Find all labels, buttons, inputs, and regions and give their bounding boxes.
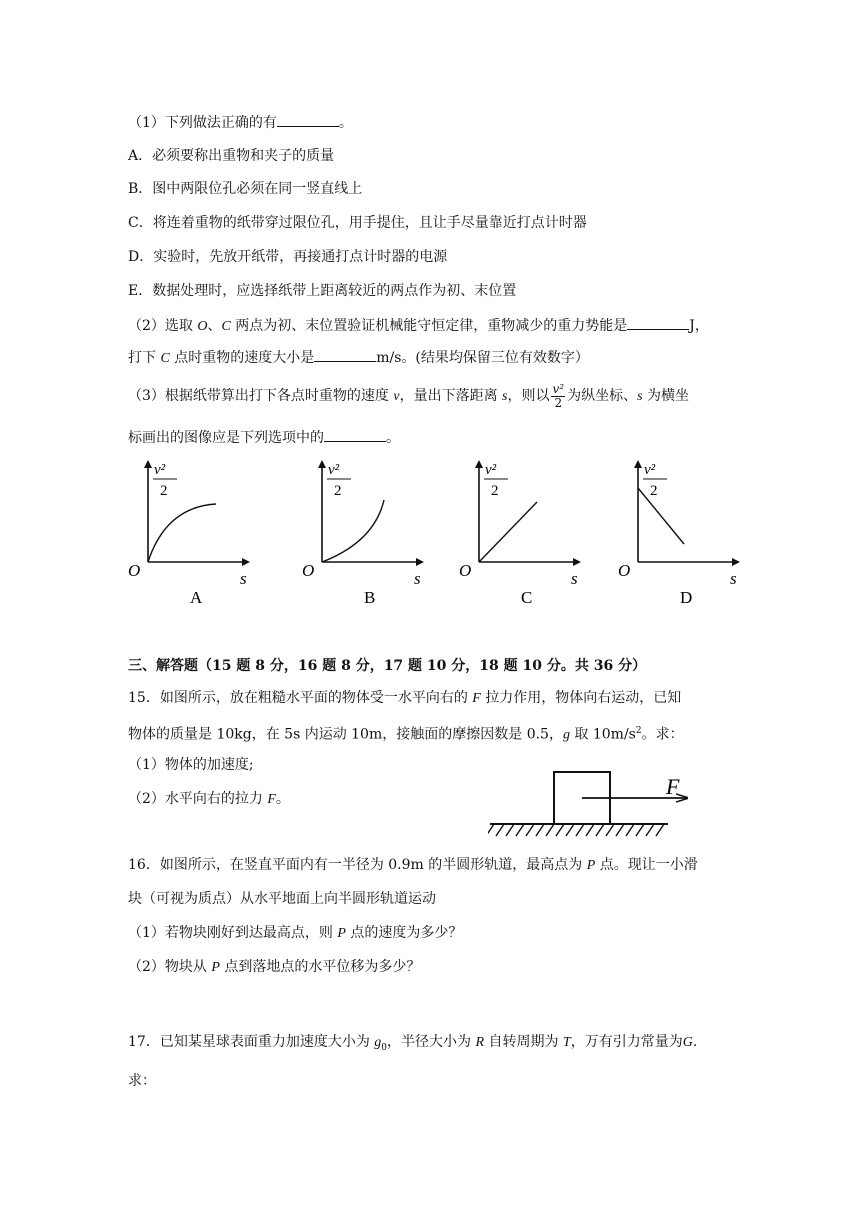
var-C: C <box>160 351 170 366</box>
text-run: 取 10m/s <box>569 726 636 743</box>
y-axis-label-denominator: 2 <box>491 483 499 499</box>
graph-curve <box>148 504 216 562</box>
graph-options-figure <box>0 455 860 615</box>
y-axis-label-numerator: v² <box>154 462 166 478</box>
graph-option-label: B <box>364 588 376 607</box>
text-run: 。 <box>275 791 290 807</box>
hatch-mark <box>576 824 584 836</box>
hatch-mark <box>546 824 554 836</box>
text-run: 打下 <box>128 350 161 366</box>
graph-option-b <box>302 462 422 607</box>
var-G: G <box>682 1035 693 1050</box>
text-run: 拉力作用，物体向右运动，已知 <box>480 690 682 706</box>
answer-blank <box>277 112 339 127</box>
var-R: R <box>475 1035 485 1050</box>
y-axis-label-denominator: 2 <box>160 483 168 499</box>
q16-line1 <box>128 855 698 876</box>
text-run: 、 <box>207 318 222 334</box>
y-axis-label-denominator: 2 <box>334 483 342 499</box>
option-c: C．将连着重物的纸带穿过限位孔，用手提住，且让手尽量靠近打点计时器 <box>128 215 587 231</box>
var-P: P <box>337 926 346 941</box>
text-run: 自转周期为 <box>484 1034 563 1050</box>
text-run: 。求： <box>641 726 684 743</box>
hatch-mark <box>536 824 544 836</box>
q14-part1-suffix: 。 <box>338 115 353 131</box>
q15-line1 <box>128 688 681 709</box>
var-g: g <box>562 727 570 743</box>
hatch-mark <box>626 824 634 836</box>
y-axis-label-denominator: 2 <box>650 483 658 499</box>
var-T: T <box>562 1035 571 1050</box>
subscript: 0 <box>381 1042 387 1053</box>
text-run: 两点为初、末位置验证机械能守恒定律，重物减少的重力势能是 <box>230 318 628 334</box>
graph-curve <box>322 500 384 562</box>
q16-line2: 块（可视为质点）从水平地面上向半圆形轨道运动 <box>128 891 436 907</box>
x-axis-label: s <box>730 569 737 588</box>
x-axis-label: s <box>571 569 578 588</box>
q16-sub2 <box>128 957 420 978</box>
q14-part3-line1 <box>128 378 689 415</box>
y-axis-label-numerator: v² <box>485 462 497 478</box>
q14-part1 <box>128 112 353 133</box>
graph-curve <box>479 502 537 562</box>
text-run: （2）水平向右的拉力 <box>128 791 268 807</box>
q17-line1 <box>128 1032 697 1058</box>
answer-blank <box>314 347 376 362</box>
var-P: P <box>211 960 220 975</box>
graph-option-label: C <box>521 588 533 607</box>
ground-hatching <box>488 824 664 836</box>
hatch-mark <box>596 824 604 836</box>
option-b: B．图中两限位孔必须在同一竖直线上 <box>128 181 363 197</box>
graph-option-d <box>618 462 738 607</box>
text-run: 点。现让一小滑 <box>595 857 698 873</box>
text-run: 点时重物的速度大小是 <box>169 350 315 366</box>
graph-option-label: D <box>680 588 693 607</box>
text-run: ，半径大小为 <box>387 1034 476 1050</box>
text-run: （2）物块从 <box>128 959 212 975</box>
q16-sub1 <box>128 923 462 944</box>
force-label: F <box>666 774 680 799</box>
origin-label: O <box>618 561 631 580</box>
x-axis-label: s <box>240 569 247 588</box>
var-s: s <box>502 389 508 404</box>
hatch-mark <box>636 824 644 836</box>
text-run: 15．如图所示，放在粗糙水平面的物体受一水平向右的 <box>128 690 473 706</box>
text-run: 17．已知某星球表面重力加速度大小为 <box>128 1034 375 1050</box>
hatch-mark <box>488 824 494 836</box>
var-P: P <box>586 858 596 873</box>
fraction-v2-over-2 <box>551 383 565 410</box>
origin-label: O <box>302 561 315 580</box>
graph-option-label: A <box>190 588 203 607</box>
text-run: ，则以 <box>507 388 550 404</box>
hatch-mark <box>566 824 574 836</box>
option-d: D．实验时，先放开纸带，再接通打点计时器的电源 <box>128 249 448 265</box>
text-run: 标画出的图像应是下列选项中的 <box>128 430 324 446</box>
option-e: E．数据处理时，应选择纸带上距离较近的两点作为初、末位置 <box>128 283 517 299</box>
y-axis-label-numerator: v² <box>644 462 656 478</box>
text-run: . <box>692 1034 698 1050</box>
q17-line2: 求： <box>128 1073 156 1089</box>
origin-label: O <box>128 561 141 580</box>
hatch-mark <box>526 824 534 836</box>
fraction-numerator: v² <box>552 381 565 396</box>
hatch-mark <box>516 824 524 836</box>
var-F: F <box>267 792 276 807</box>
text-run: 点到落地点的水平位移为多少？ <box>219 959 421 975</box>
unit-text: J， <box>689 318 709 334</box>
text-run: 物体的质量是 10kg，在 5s 内运动 10m，接触面的摩擦因数是 0.5， <box>128 726 563 743</box>
var-O: O <box>197 319 208 334</box>
hatch-mark <box>586 824 594 836</box>
text-run: 点的速度为多少？ <box>345 925 463 941</box>
q14-part2-line1 <box>128 315 709 337</box>
q14-part1-text: （1）下列做法正确的有 <box>128 115 277 131</box>
x-axis-label: s <box>414 569 421 588</box>
fraction-denominator: 2 <box>554 395 563 410</box>
hatch-mark <box>616 824 624 836</box>
origin-label: O <box>459 561 472 580</box>
option-a: A．必须要称出重物和夹子的质量 <box>128 148 335 164</box>
hatch-mark <box>656 824 664 836</box>
var-s: s <box>637 389 643 404</box>
superscript: 2 <box>635 726 642 736</box>
text-run: 。 <box>386 430 400 446</box>
graph-option-a <box>128 462 248 607</box>
hatch-mark <box>556 824 564 836</box>
text-run: 16．如图所示，在竖直平面内有一半径为 0.9m 的半圆形轨道，最高点为 <box>128 857 587 873</box>
answer-blank <box>627 315 689 330</box>
text-run: ，量出下落距离 <box>399 388 503 404</box>
hatch-mark <box>496 824 504 836</box>
text-run: 为横坐 <box>642 388 689 404</box>
q15-sub1: （1）物体的加速度; <box>128 757 254 773</box>
var-v: v <box>393 389 400 404</box>
var-g: g <box>374 1035 382 1050</box>
var-C: C <box>221 319 231 334</box>
block-force-figure <box>488 766 688 841</box>
unit-text: m/s。(结果均保留三位有效数字） <box>376 350 589 366</box>
text-run: （2）选取 <box>128 318 198 334</box>
graph-curve <box>638 488 684 544</box>
section3-heading: 三、解答题（15 题 8 分，16 题 8 分，17 题 10 分，18 题 10 分。共 36 分） <box>128 658 647 674</box>
text-run: （1）若物块刚好到达最高点，则 <box>128 925 338 941</box>
q14-part2-line2 <box>128 347 589 369</box>
graph-option-c <box>459 462 579 607</box>
q15-line2 <box>128 721 684 746</box>
y-axis-label-numerator: v² <box>328 462 340 478</box>
hatch-mark <box>646 824 654 836</box>
text-run: ，万有引力常量为 <box>570 1034 683 1050</box>
hatch-mark <box>606 824 614 836</box>
q15-sub2 <box>128 789 290 810</box>
hatch-mark <box>506 824 514 836</box>
answer-blank <box>324 427 386 442</box>
q14-part3-line2 <box>128 427 400 448</box>
text-run: （3）根据纸带算出打下各点时重物的速度 <box>128 388 394 404</box>
var-F: F <box>472 691 481 706</box>
text-run: 为纵坐标、 <box>567 388 638 404</box>
